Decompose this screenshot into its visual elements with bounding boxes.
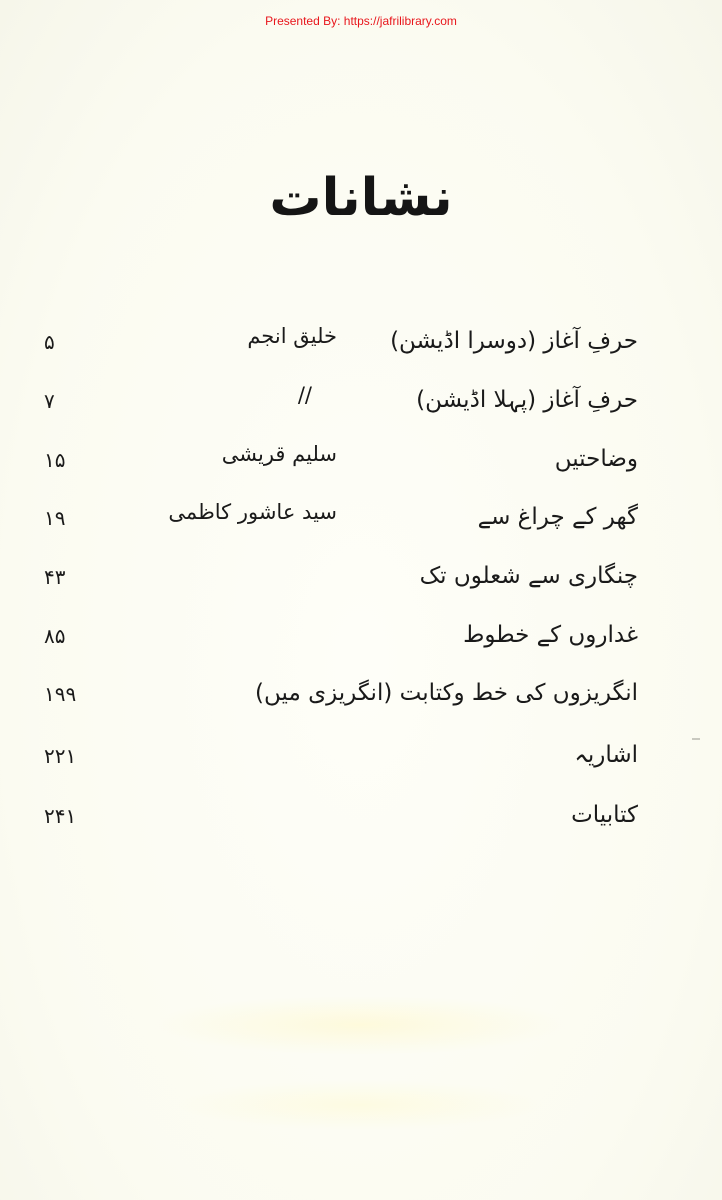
presented-by-link[interactable]: Presented By: https://jafrilibrary.com	[265, 14, 457, 28]
toc-entry-author: سید عاشور کاظمی	[168, 500, 337, 524]
toc-entry-page: ۱۹	[44, 506, 66, 530]
toc-row	[0, 742, 722, 792]
toc-row	[0, 324, 722, 378]
toc-entry-title: حرفِ آغاز (پہلا اڈیشن)	[416, 387, 638, 413]
toc-entry-page: ۴۳	[44, 565, 66, 589]
toc-row	[0, 563, 722, 613]
toc-entry-author: //	[297, 383, 312, 407]
toc-entry-page: ۱۹۹	[44, 682, 77, 706]
toc-entry-title: حرفِ آغاز (دوسرا اڈیشن)	[390, 328, 638, 354]
toc-row	[0, 383, 722, 437]
paper-stain	[150, 995, 570, 1055]
toc-row	[0, 802, 722, 852]
toc-entry-title: انگریزوں کی خط وکتابت (انگریزی میں)	[255, 680, 638, 706]
toc-row	[0, 622, 722, 672]
toc-entry-title: گھر کے چراغ سے	[477, 504, 638, 530]
toc-entry-author: سلیم قریشی	[221, 442, 337, 466]
toc-row	[0, 442, 722, 496]
toc-row	[0, 680, 722, 730]
toc-entry-title: غداروں کے خطوط	[463, 622, 638, 648]
paper-stain	[170, 1080, 550, 1130]
page-mark	[692, 738, 700, 740]
toc-entry-title: وضاحتیں	[554, 446, 638, 472]
toc-entry-page: ۲۴۱	[44, 804, 77, 828]
toc-entry-page: ۸۵	[44, 624, 66, 648]
toc-entry-title: اشاریہ	[574, 742, 638, 768]
page-title: نشانات	[269, 168, 453, 228]
toc-row	[0, 500, 722, 554]
toc-entry-page: ۲۲۱	[44, 744, 77, 768]
toc-entry-title: چنگاری سے شعلوں تک	[419, 563, 638, 589]
toc-entry-title: کتابیات	[571, 802, 638, 828]
toc-entry-page: ۷	[44, 389, 55, 413]
toc-entry-page: ۱۵	[44, 448, 66, 472]
toc-entry-author: خلیق انجم	[247, 324, 337, 348]
toc-entry-page: ۵	[44, 330, 55, 354]
